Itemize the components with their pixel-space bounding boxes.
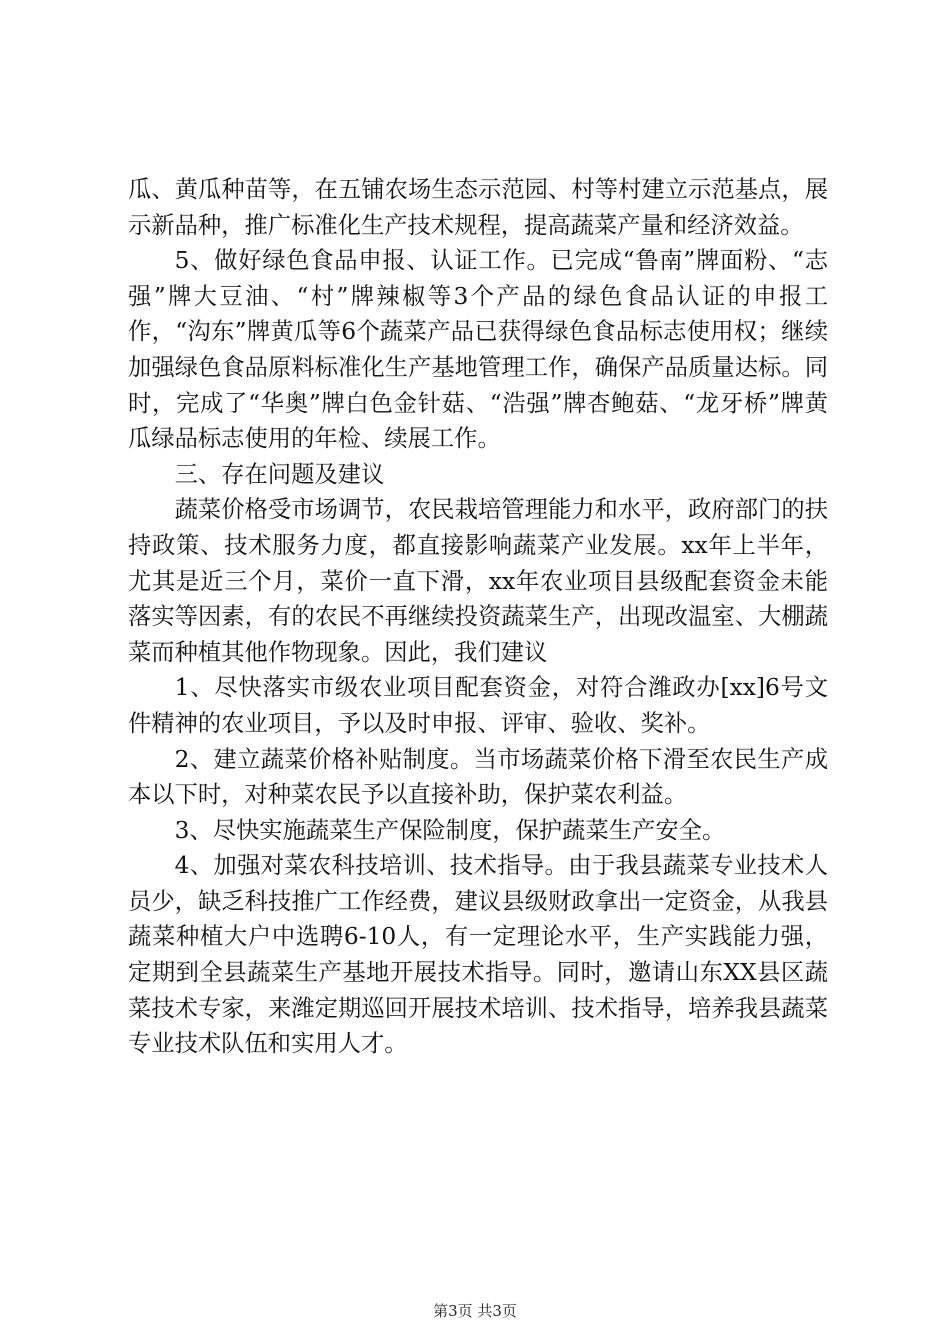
paragraph-suggestion-1: 1、尽快落实市级农业项目配套资金，对符合潍政办[xx]6号文件精神的农业项目，予以及时申报、评审、验收、奖补。 bbox=[128, 674, 828, 737]
paragraph-item-5-green-food: 5、做好绿色食品申报、认证工作。已完成“鲁南”牌面粉、“志强”牌大豆油、“村”牌辣椒等3个产品的绿色食品认证的申报工作，“沟东”牌黄瓜等6个蔬菜产品已获得绿色食品标志使用权；继续加强绿色食品原料标准化生产基地管理工作，确保产品质量达标。同时，完成了“华奥”牌白色金针菇、“浩强”牌杏鲍菇、“龙牙桥”牌黄瓜绿品标志使用的年检、续展工作。 bbox=[128, 247, 828, 453]
document-body bbox=[128, 172, 828, 1062]
paragraph-continuation: 瓜、黄瓜种苗等，在五铺农场生态示范园、村等村建立示范基点，展示新品种，推广标准化生产技术规程，提高蔬菜产量和经济效益。 bbox=[128, 176, 828, 239]
section-heading-problems-suggestions: 三、存在问题及建议 bbox=[174, 460, 385, 488]
paragraph-suggestion-2: 2、建立蔬菜价格补贴制度。当市场蔬菜价格下滑至农民生产成本以下时，对种菜农民予以直接补助，保护菜农利益。 bbox=[128, 745, 828, 809]
paragraph-suggestion-4: 4、加强对菜农科技培训、技术指导。由于我县蔬菜专业技术人员少，缺乏科技推广工作经费，建议县级财政拿出一定资金，从我县蔬菜种植大户中选聘6-10人，有一定理论水平，生产实践能力强，定期到全县蔬菜生产基地开展技术指导。同时，邀请山东XX县区蔬菜技术专家，来潍定期巡回开展技术培训、技术指导，培养我县蔬菜专业技术队伍和实用人才。 bbox=[128, 852, 828, 1058]
paragraph-suggestion-3: 3、尽快实施蔬菜生产保险制度，保护蔬菜生产安全。 bbox=[174, 816, 726, 844]
paragraph-problem-description: 蔬菜价格受市场调节，农民栽培管理能力和水平，政府部门的扶持政策、技术服务力度，都直接影响蔬菜产业发展。xx年上半年，尤其是近三个月，菜价一直下滑，xx年农业项目县级配套资金未能落实等因素，有的农民不再继续投资蔬菜生产，出现改温室、大棚蔬菜而种植其他作物现象。因此，我们建议 bbox=[128, 496, 828, 666]
page-number-footer: 第3页 共3页 bbox=[433, 1302, 517, 1320]
